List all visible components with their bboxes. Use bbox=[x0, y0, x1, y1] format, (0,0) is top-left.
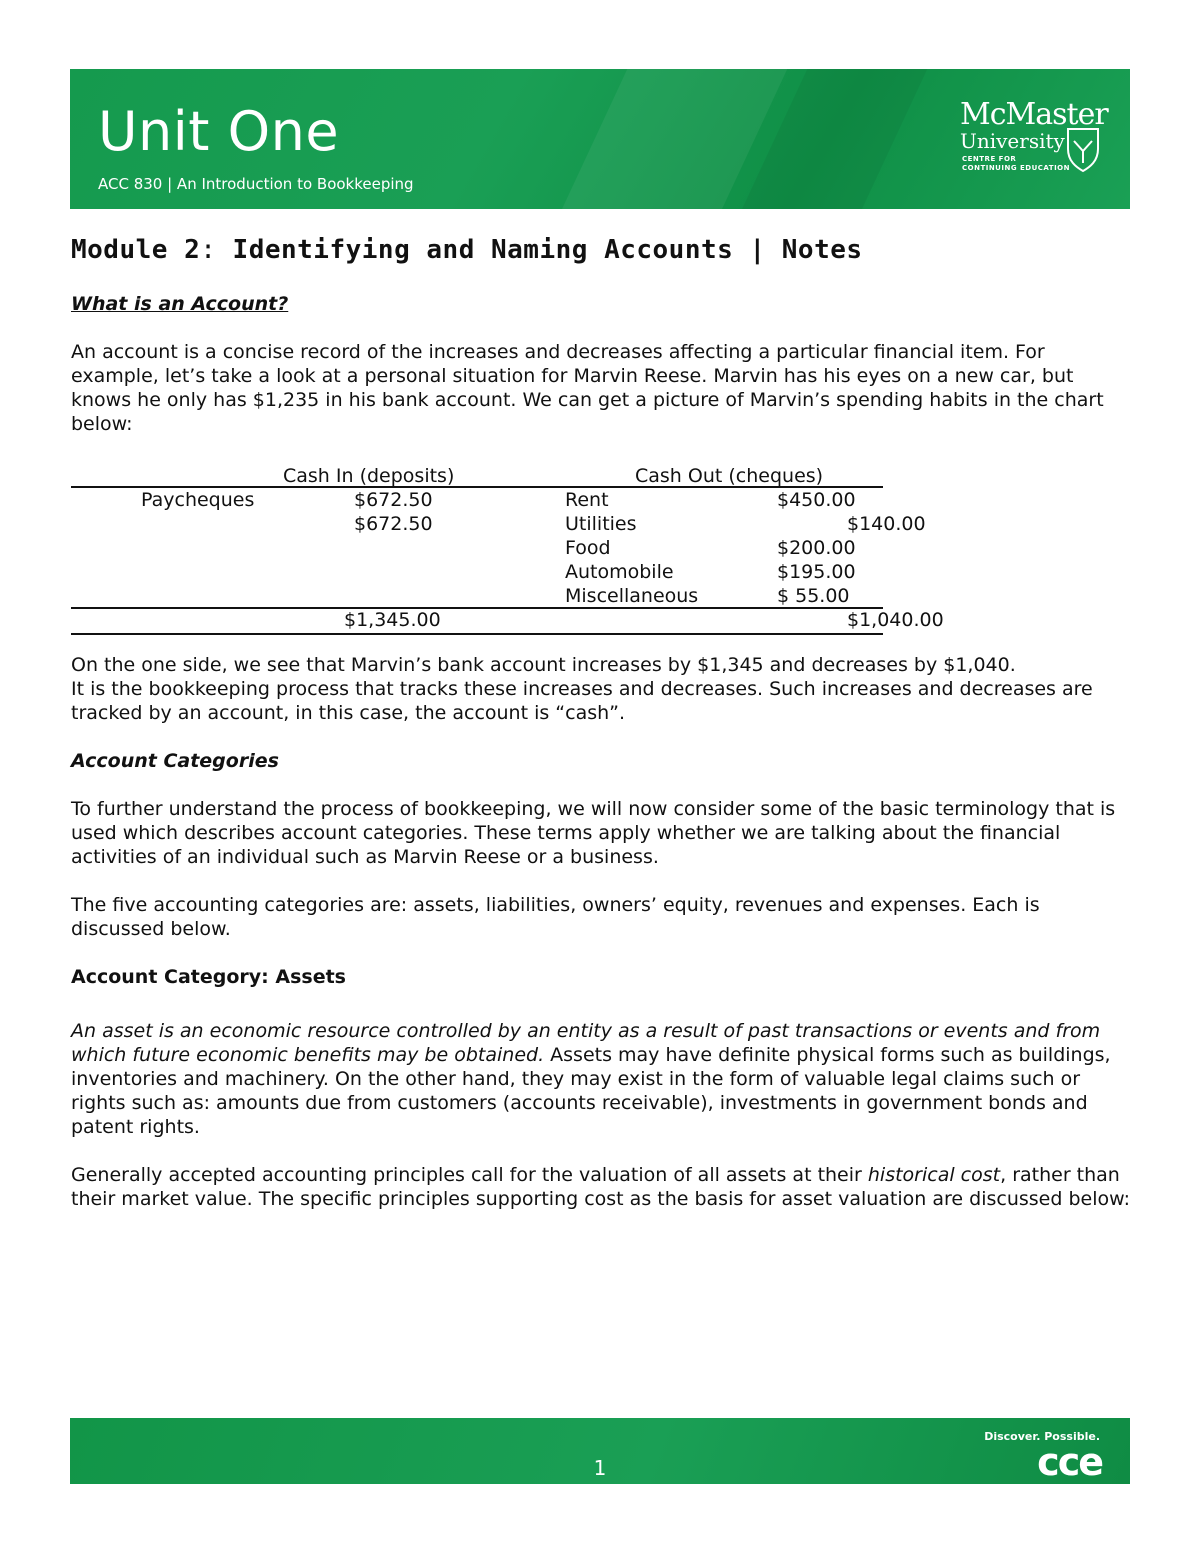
paycheques-label: Paycheques bbox=[141, 489, 255, 511]
historical-cost-start: Generally accepted accounting principles call for the valuation of all assets at their bbox=[71, 1164, 868, 1186]
asset-definition-paragraph bbox=[71, 1019, 1131, 1139]
expense-label: Utilities bbox=[565, 513, 637, 535]
summary-line: On the one side, we see that Marvin’s bank account increases by $1,345 and decreases by $1,040. bbox=[71, 654, 1016, 676]
section-title-what-is-account: What is an Account? bbox=[71, 293, 289, 315]
categories-paragraph: To further understand the process of bookkeeping, we will now consider some of the basic terminology that is used which describes account categories. These terms apply whether we are talking about the financial activities of an individual such as Marvin Reese or a business. bbox=[71, 798, 1116, 868]
deposit-amount: $672.50 bbox=[354, 513, 433, 535]
intro-paragraph: An account is a concise record of the increases and decreases affecting a particular financial item. For example, let’s take a look at a personal situation for Marvin Reese. Marvin has his eyes on a new car, but knows he only has $1,235 in his bank account. We can get a picture of Marvin’s spending habits in the chart below: bbox=[71, 341, 1104, 435]
expense-label: Rent bbox=[565, 489, 609, 511]
logo-wordmark-line2: University bbox=[960, 129, 1065, 153]
module-heading bbox=[71, 230, 1131, 270]
expense-amount: $200.00 bbox=[777, 537, 856, 559]
crest-icon bbox=[1066, 127, 1100, 173]
five-categories-paragraph: The five accounting categories are: assets, liabilities, owners’ equity, revenues and expenses. Each is discussed below. bbox=[71, 894, 1040, 940]
footer-tagline: Discover. Possible. bbox=[984, 1430, 1100, 1443]
summary-paragraph: It is the bookkeeping process that tracks these increases and decreases. Such increases and decreases are tracked by an account, in this case, the account is “cash”. bbox=[71, 678, 1093, 724]
expense-amount: $ 55.00 bbox=[777, 585, 850, 607]
expense-amount: $195.00 bbox=[777, 561, 856, 583]
total-cash-out: $1,040.00 bbox=[847, 609, 944, 631]
unit-title: Unit One bbox=[98, 100, 340, 163]
asset-definition-rest: Assets may have definite physical forms such as buildings, inventories and machinery. On the other hand, they may exist in the form of valuable legal claims such or rights such as: amounts due from customers (accounts receivable), investments in government bonds and patent rights. bbox=[71, 1044, 1111, 1138]
section-title-assets: Account Category: Assets bbox=[71, 966, 346, 988]
asset-definition-italic: An asset is an economic resource controlled by an entity as a result of past transactions or events and from which future economic benefits may be obtained. bbox=[71, 1020, 1101, 1066]
expense-amount: $450.00 bbox=[777, 489, 856, 511]
total-cash-in: $1,345.00 bbox=[344, 609, 441, 631]
course-subtitle: ACC 830 | An Introduction to Bookkeeping bbox=[98, 175, 414, 193]
cash-in-header: Cash In (deposits) bbox=[283, 465, 455, 487]
historical-cost-end: , rather than their market value. The specific principles supporting cost as the basis for asset valuation are discussed below: bbox=[71, 1164, 1130, 1210]
expense-label: Miscellaneous bbox=[565, 585, 699, 607]
logo-centre-line1: CENTRE FOR bbox=[962, 155, 1017, 163]
module-title: Identifying and Naming Accounts | Notes bbox=[216, 235, 863, 265]
historical-cost-italic: historical cost bbox=[867, 1164, 1001, 1186]
expense-amount: $140.00 bbox=[847, 513, 926, 535]
cash-out-header: Cash Out (cheques) bbox=[635, 465, 824, 487]
footer-banner bbox=[70, 1418, 1130, 1484]
page-number: 1 bbox=[593, 1456, 607, 1480]
historical-cost-paragraph bbox=[71, 1163, 1131, 1211]
logo-centre-text bbox=[962, 155, 1070, 173]
expense-label: Food bbox=[565, 537, 611, 559]
page-content bbox=[71, 230, 1131, 1211]
subtotal-rule bbox=[71, 607, 883, 609]
mcmaster-logo bbox=[960, 97, 1108, 179]
total-rule bbox=[71, 633, 883, 635]
expense-label: Automobile bbox=[565, 561, 674, 583]
header-banner bbox=[70, 69, 1130, 209]
module-colon: : bbox=[200, 235, 217, 265]
deposit-amount: $672.50 bbox=[354, 489, 433, 511]
logo-wordmark-line1: McMaster bbox=[960, 97, 1108, 132]
cce-logo: cce bbox=[1037, 1440, 1102, 1484]
section-title-account-categories: Account Categories bbox=[71, 750, 279, 772]
logo-centre-line2: CONTINUING EDUCATION bbox=[962, 164, 1070, 172]
module-number: Module 2 bbox=[71, 235, 201, 265]
cash-ledger-table bbox=[71, 464, 951, 636]
